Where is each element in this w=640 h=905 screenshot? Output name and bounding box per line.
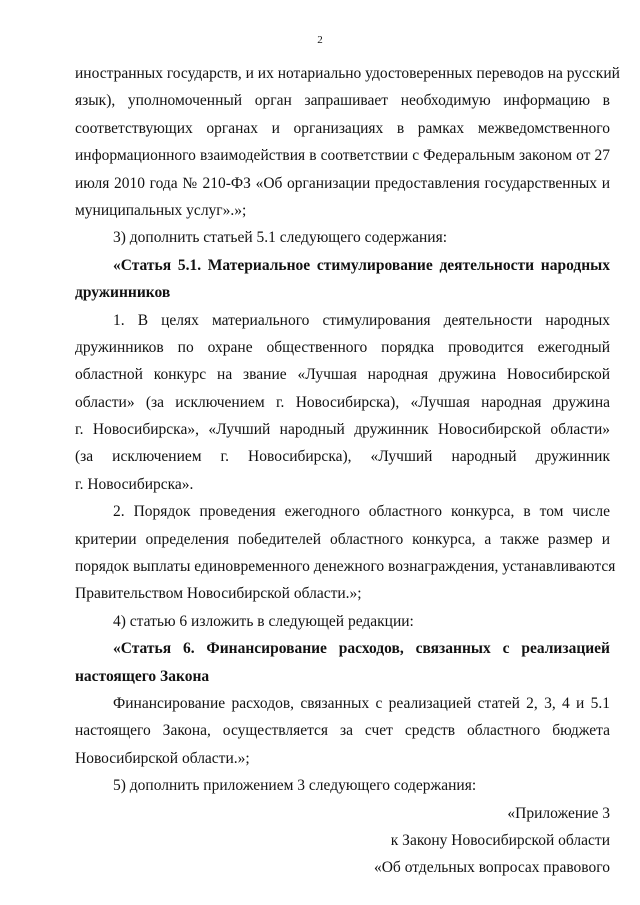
paragraph-line: Правительством Новосибирской области.»; bbox=[75, 585, 362, 603]
paragraph-line: г. Новосибирска», «Лучший народный дружинник Новосибирской области» bbox=[75, 421, 610, 439]
paragraph-line: соответствующих органах и организациях в рамках межведомственного bbox=[75, 119, 610, 137]
appendix-caption: «Приложение 3 bbox=[507, 804, 610, 822]
article-heading: «Статья 6. Финансирование расходов, связанных с реализацией bbox=[113, 640, 610, 658]
paragraph-line: июля 2010 года № 210-ФЗ «Об организации предоставления государственных и bbox=[75, 174, 610, 192]
article-heading: настоящего Закона bbox=[75, 667, 210, 685]
paragraph-line: язык), уполномоченный орган запрашивает необходимую информацию в bbox=[75, 92, 610, 110]
paragraph-line: муниципальных услуг».»; bbox=[75, 201, 247, 219]
paragraph-line: 2. Порядок проведения ежегодного областного конкурса, в том числе bbox=[113, 503, 610, 521]
paragraph-line: информационного взаимодействия в соответствии с Федеральным законом от 27 bbox=[75, 147, 610, 165]
paragraph-line: областной конкурс на звание «Лучшая народная дружина Новосибирской bbox=[75, 366, 610, 384]
article-heading: дружинников bbox=[75, 284, 171, 302]
appendix-caption: «Об отдельных вопросах правового bbox=[373, 859, 610, 877]
paragraph-line: порядок выплаты единовременного денежного вознаграждения, устанавливаются bbox=[75, 558, 616, 576]
paragraph-line: настоящего Закона, осуществляется за счет средств областного бюджета bbox=[75, 722, 610, 740]
page-number: 2 bbox=[317, 34, 323, 46]
appendix-caption: к Закону Новосибирской области bbox=[390, 831, 610, 849]
paragraph-line: области» (за исключением г. Новосибирска), «Лучшая народная дружина bbox=[75, 393, 610, 411]
paragraph-line: Финансирование расходов, связанных с реализацией статей 2, 3, 4 и 5.1 bbox=[113, 694, 610, 712]
paragraph-line: 1. В целях материального стимулирования деятельности народных bbox=[113, 311, 610, 329]
paragraph-line: г. Новосибирска». bbox=[75, 475, 194, 493]
paragraph-line: критерии определения победителей областного конкурса, а также размер и bbox=[75, 530, 610, 548]
amendment-item: 4) статью 6 изложить в следующей редакции: bbox=[113, 612, 414, 630]
amendment-item: 5) дополнить приложением 3 следующего содержания: bbox=[113, 777, 477, 795]
paragraph-line: Новосибирской области.»; bbox=[75, 749, 250, 767]
article-heading: «Статья 5.1. Материальное стимулирование деятельности народных bbox=[113, 256, 610, 274]
amendment-item: 3) дополнить статьей 5.1 следующего содержания: bbox=[113, 229, 447, 247]
paragraph-line: иностранных государств, и их нотариально удостоверенных переводов на русский bbox=[75, 65, 620, 82]
paragraph-line: дружинников по охране общественного порядка проводится ежегодный bbox=[75, 338, 610, 356]
paragraph-line: (за исключением г. Новосибирска), «Лучший народный дружинник bbox=[75, 448, 610, 466]
document-body bbox=[75, 60, 620, 882]
